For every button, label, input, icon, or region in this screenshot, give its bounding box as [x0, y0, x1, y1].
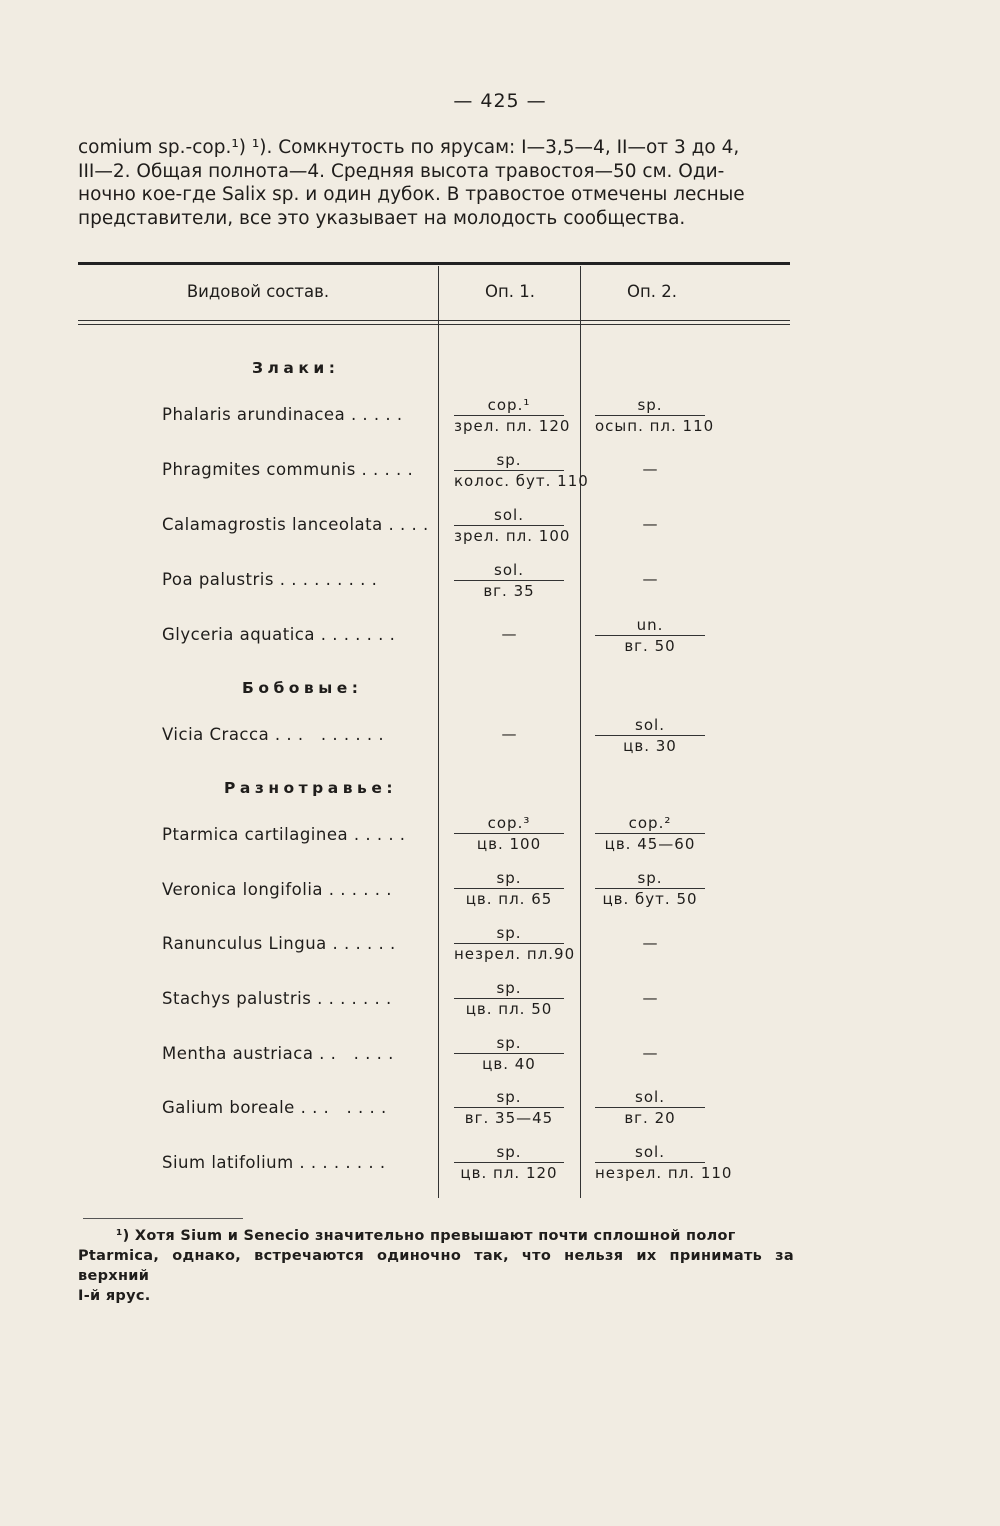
header-species: Видовой состав.	[186, 282, 330, 301]
op2-dash: —	[642, 570, 658, 588]
op2-dash: —	[642, 934, 658, 952]
intro-line: comium sp.-cop.¹) ¹). Сомкнутость по ярусам: I—3,5—4, II—от 3 до 4,	[78, 137, 740, 158]
intro-line: III—2. Общая полнота—4. Средняя высота травостоя—50 см. Оди-	[78, 160, 725, 182]
species-name: Phalaris arundinacea . . . . .	[162, 405, 403, 424]
op2-dash: —	[642, 515, 658, 533]
op2-dash: —	[642, 460, 658, 478]
op1-value: sp. цв. пл. 120	[454, 1143, 564, 1182]
section-heading: Злаки:	[252, 359, 340, 377]
species-name: Sium latifolium . . . . . . . .	[162, 1153, 386, 1172]
table-header-rule	[78, 320, 790, 321]
species-name: Ptarmica cartilaginea . . . . .	[162, 825, 406, 844]
op1-value: sp. цв. пл. 65	[454, 869, 564, 908]
footnote	[78, 1226, 794, 1306]
op1-value: sp. незрел. пл.90	[454, 924, 576, 963]
species-name: Vicia Cracca . . . . . . . . .	[162, 725, 385, 744]
section-heading: Бобовые:	[242, 679, 363, 697]
species-name: Stachys palustris . . . . . . .	[162, 989, 392, 1008]
op1-value: sp. вг. 35—45	[454, 1088, 564, 1127]
header-op1: Оп. 1.	[484, 282, 535, 301]
footnote-line: Ptarmica, однако, встречаются одиночно так, что нельзя их принимать за верхний	[78, 1248, 794, 1284]
column-divider	[438, 266, 439, 1198]
op2-value: sol. вг. 20	[595, 1088, 705, 1127]
footnote-rule	[83, 1218, 243, 1219]
intro-line: ночно кое-где Salix sp. и один дубок. В травостое отмечены лесные	[78, 184, 745, 206]
op2-value: un. вг. 50	[595, 616, 705, 655]
table-header-rule	[78, 324, 790, 325]
op2-value: cop.² цв. 45—60	[595, 814, 705, 853]
op2-value: sp. осып. пл. 110	[595, 396, 715, 435]
column-divider	[580, 266, 581, 1198]
op2-value: sol. незрел. пл. 110	[595, 1143, 733, 1182]
footnote-line: ¹) Хотя Sium и Senecio значительно превышают почти сплошной полог	[116, 1228, 736, 1244]
table-top-rule	[78, 262, 790, 265]
op1-value: sol. вг. 35	[454, 561, 564, 600]
op1-dash: —	[501, 625, 517, 643]
intro-line: представители, все это указывает на молодость сообщества.	[78, 207, 686, 229]
op1-value: sp. цв. 40	[454, 1034, 564, 1073]
species-name: Poa palustris . . . . . . . . .	[162, 570, 378, 589]
intro-paragraph	[78, 136, 790, 230]
species-name: Galium boreale . . . . . . .	[162, 1098, 387, 1117]
species-name: Calamagrostis lanceolata . . . .	[162, 515, 429, 534]
species-name: Veronica longifolia . . . . . .	[162, 880, 392, 899]
species-name: Glyceria aquatica . . . . . . .	[162, 625, 396, 644]
header-op2: Оп. 2.	[626, 282, 677, 301]
op1-value: sp. колос. бут. 110	[454, 451, 589, 490]
species-name: Ranunculus Lingua . . . . . .	[162, 934, 396, 953]
page-number: — 425 —	[453, 90, 547, 112]
species-name: Mentha austriaca . . . . . .	[162, 1044, 394, 1063]
species-name: Phragmites communis . . . . .	[162, 460, 414, 479]
op1-value: sp. цв. пл. 50	[454, 979, 564, 1018]
op2-dash: —	[642, 1044, 658, 1062]
op1-value: cop.³ цв. 100	[454, 814, 564, 853]
op1-value: sol. зрел. пл. 100	[454, 506, 571, 545]
section-heading: Разнотравье:	[224, 779, 398, 797]
op2-value: sp. цв. бут. 50	[595, 869, 705, 908]
op2-value: sol. цв. 30	[595, 716, 705, 755]
op1-dash: —	[501, 725, 517, 743]
op1-value: cop.¹ зрел. пл. 120	[454, 396, 571, 435]
op2-dash: —	[642, 989, 658, 1007]
footnote-line: I-й ярус.	[78, 1288, 151, 1304]
species-table	[78, 262, 790, 1198]
